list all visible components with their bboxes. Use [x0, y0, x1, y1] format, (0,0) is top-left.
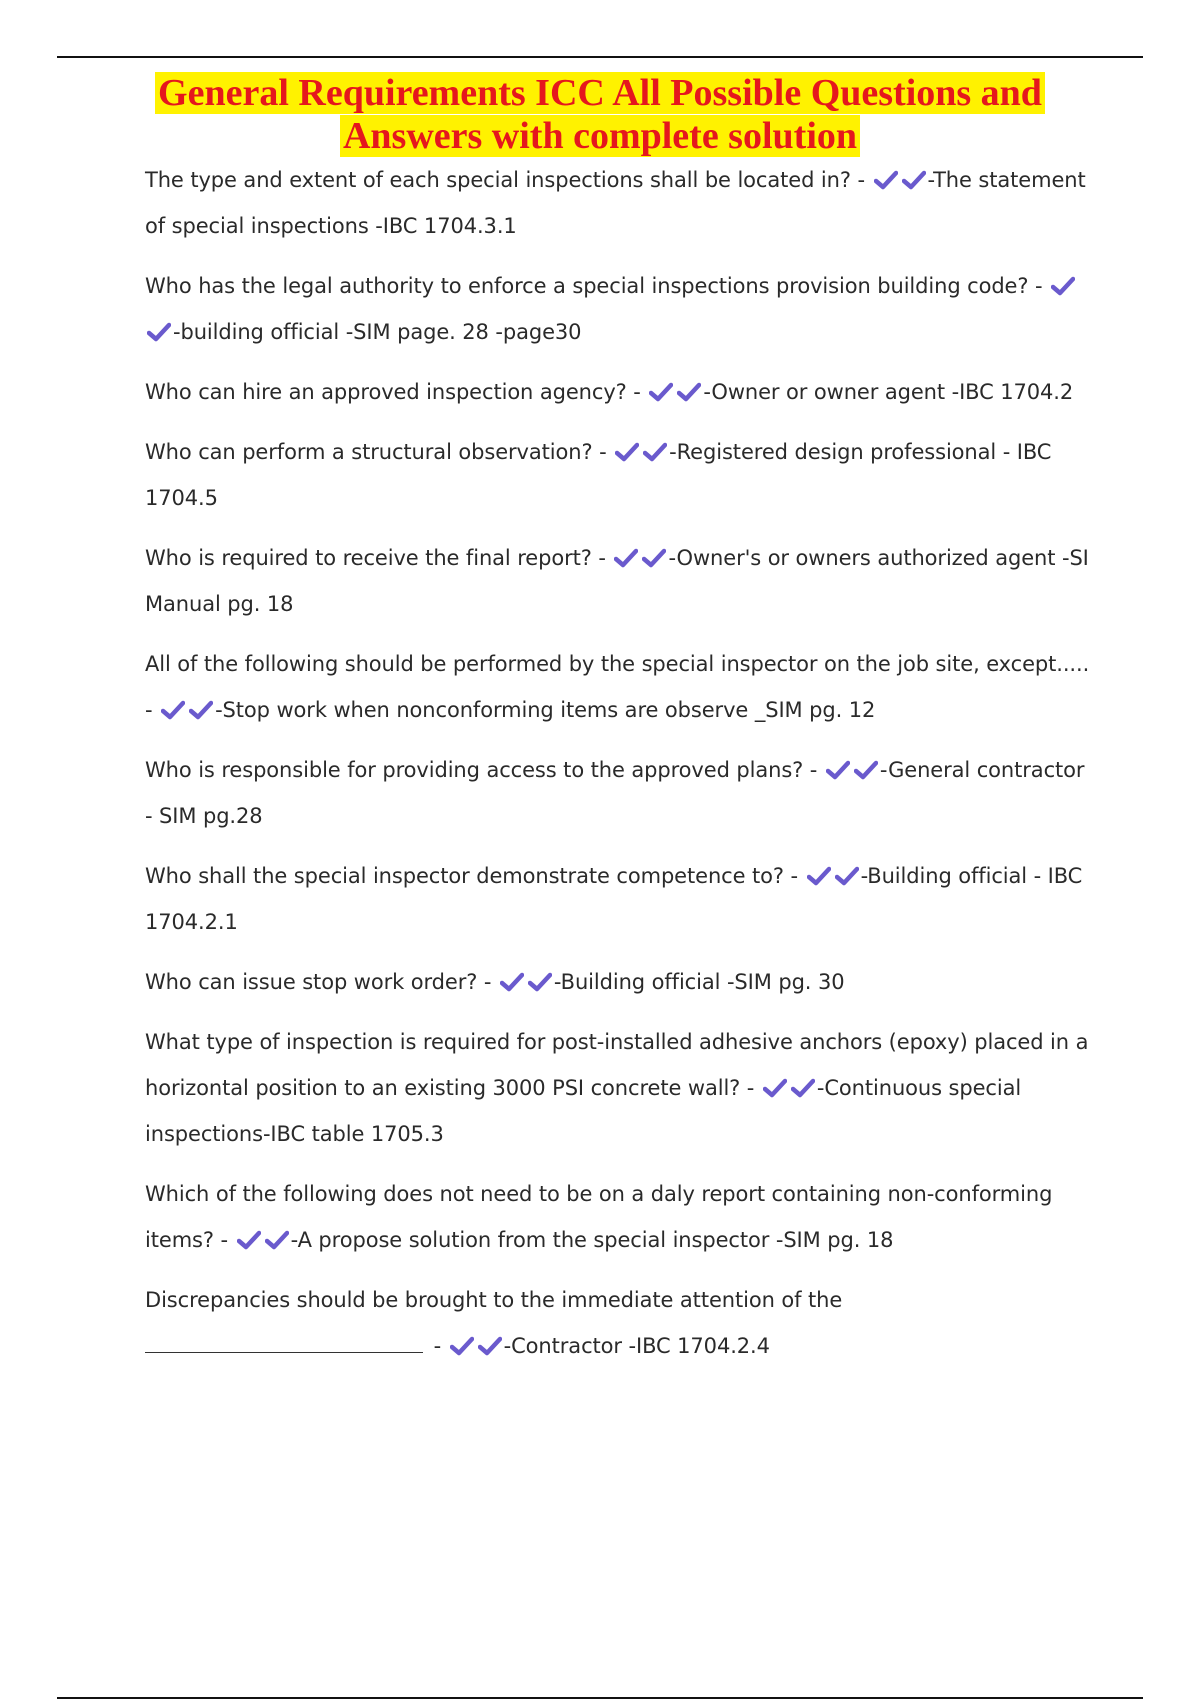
qa-item [145, 1019, 1095, 1157]
check-icon [642, 548, 666, 568]
question-text: Who can hire an approved inspection agency? - [145, 380, 641, 404]
check-icon [614, 548, 638, 568]
qa-item [145, 157, 1095, 249]
qa-item [145, 853, 1095, 945]
question-text: Discrepancies should be brought to the immediate attention of the [145, 1288, 843, 1312]
question-text: Who can issue stop work order? - [145, 970, 492, 994]
question-text: Who can perform a structural observation? - [145, 440, 607, 464]
answer-text: -Building official - IBC 1704.2.1 [145, 864, 1083, 934]
qa-item [145, 959, 1095, 1005]
answer-text: -Stop work when nonconforming items are observe _SIM pg. 12 [215, 698, 876, 722]
check-icon [450, 1336, 474, 1356]
document-title [0, 72, 1200, 158]
check-icon [649, 382, 673, 402]
question-text: Who is responsible for providing access to the approved plans? - [145, 758, 818, 782]
check-icon [874, 170, 898, 190]
answer-text: -Continuous special inspections-IBC table 1705.3 [145, 1076, 1022, 1146]
qa-item [145, 369, 1095, 415]
qa-item [145, 747, 1095, 839]
qa-list [145, 157, 1095, 1383]
check-icon [1051, 276, 1075, 296]
qa-item [145, 1171, 1095, 1263]
answer-text: -General contractor - SIM pg.28 [145, 758, 1085, 828]
check-icon [615, 442, 639, 462]
check-icon [189, 700, 213, 720]
bottom-rule [57, 1697, 1143, 1699]
qa-item [145, 263, 1095, 355]
question-text: All of the following should be performed by the special inspector on the job site, except..... - [145, 652, 1090, 722]
check-icon [237, 1230, 261, 1250]
check-icon [826, 760, 850, 780]
check-icon [478, 1336, 502, 1356]
qa-item [145, 429, 1095, 521]
answer-text: -building official -SIM page. 28 -page30 [173, 320, 582, 344]
check-icon [161, 700, 185, 720]
check-icon [763, 1078, 787, 1098]
fill-in-blank [145, 1334, 423, 1353]
answer-text: -A propose solution from the special inspector -SIM pg. 18 [290, 1228, 894, 1252]
question-suffix: - [427, 1334, 442, 1358]
question-text: Who shall the special inspector demonstrate competence to? - [145, 864, 798, 888]
title-line-1: General Requirements ICC All Possible Questions and [155, 72, 1045, 114]
top-rule [57, 56, 1143, 58]
check-icon [643, 442, 667, 462]
check-icon [791, 1078, 815, 1098]
check-icon [500, 972, 524, 992]
answer-text: -Owner's or owners authorized agent -SI Manual pg. 18 [145, 546, 1089, 616]
check-icon [528, 972, 552, 992]
qa-item [145, 641, 1095, 733]
check-icon [835, 866, 859, 886]
question-text: The type and extent of each special inspections shall be located in? - [145, 168, 865, 192]
question-text: Which of the following does not need to be on a daly report containing non-conforming items? - [145, 1182, 1053, 1252]
check-icon [807, 866, 831, 886]
question-text: What type of inspection is required for post-installed adhesive anchors (epoxy) placed in a horizontal position to an existing 3000 PSI concrete wall? - [145, 1030, 1089, 1100]
answer-text: -Registered design professional - IBC 1704.5 [145, 440, 1052, 510]
answer-text: -The statement of special inspections -IBC 1704.3.1 [145, 168, 1086, 238]
question-text: Who is required to receive the final report? - [145, 546, 606, 570]
check-icon [147, 322, 171, 342]
check-icon [902, 170, 926, 190]
answer-text: -Contractor -IBC 1704.2.4 [503, 1334, 770, 1358]
check-icon [265, 1230, 289, 1250]
answer-text: -Owner or owner agent -IBC 1704.2 [703, 380, 1074, 404]
question-text: Who has the legal authority to enforce a special inspections provision building code? - [145, 274, 1043, 298]
qa-item [145, 1277, 1095, 1369]
check-icon [854, 760, 878, 780]
answer-text: -Building official -SIM pg. 30 [553, 970, 845, 994]
title-line-2: Answers with complete solution [340, 115, 860, 157]
check-icon [677, 382, 701, 402]
qa-item [145, 535, 1095, 627]
